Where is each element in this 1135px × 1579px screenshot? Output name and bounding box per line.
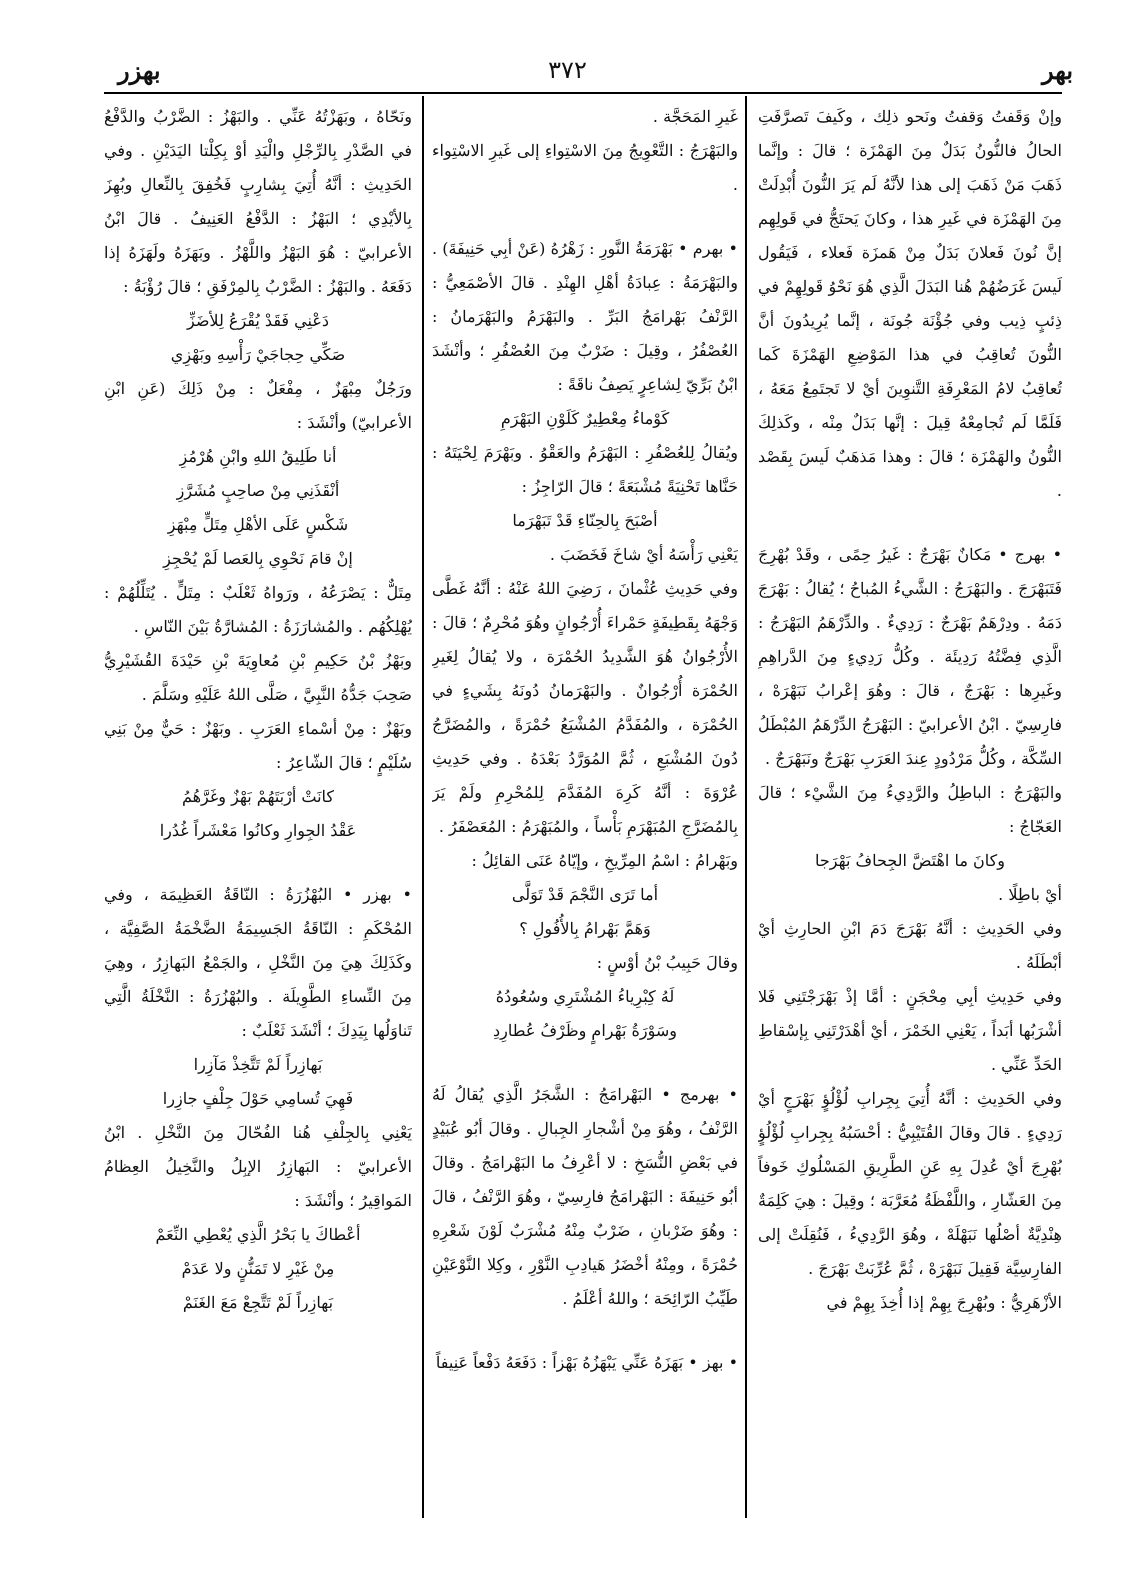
paragraph: وإنْ وَقَفتُ وَقفتُ ونَحو ذلِك ، وكَيفَ تَصرَّفَتِ الحالُ فالنُّونُ بَدَلٌ مِنَ الهَمْزَة ؛ قالَ : وإنَّما ذَهَبَ مَنْ ذَهَبَ إلى هذا لأنَّهُ لَم يَرَ النُّونَ أُبْدِلَتْ مِنَ الهَمْزَة في غَيرِ هذا ، وكانَ يَحتَجُّ في قَولِهِم إنَّ نُونَ فَعلانَ بَدَلٌ مِنْ هَمزَة فَعلاء ، فَيَقُول لَيسَ غَرَضُهُمْ هُنا البَدَلَ الَّذِي هُوَ نَحْوُ قَولِهِمْ في ذِئبٍ ذِيب وفي جُؤْنَة جُونَة ، إنَّما يُرِيدُونَ أنَّ النُّونَ تُعاقِبُ في هذا المَوْضِعِ الهَمْزَةَ كَما تُعاقِبُ لامُ المَعْرِفَةِ التَّنوِينَ أيْ لا تَجتَمِعُ مَعَهُ ، فَلَمَّا لَم تُجامِعْهُ قِيلَ : إنَّها بَدَلٌ مِنْه ، وكَذلِكَ النُّونُ والهَمْزَة ؛ قالَ : وهذا مَذهَبٌ لَيسَ بِقَصْد . [758,107,1062,500]
paragraph: وبَهْزُ بْنُ حَكِيمِ بْنِ مُعاوِيَةَ بْنِ حَيْدَةَ القُشَيْرِيُّ صَحِبَ جَدُّهُ النَّبِيَّ ، صَلَّى اللهُ عَلَيْهِ وسَلَّمَ . [104,651,412,704]
entry-bahz: • بهز • بَهَزَهُ عَنِّي يَبْهَزُهُ بَهْزاً : دَفَعَهُ دَفْعاً عَنِيفاً [435,1353,738,1372]
headword-right: بهر [1042,56,1073,85]
column-left [104,100,412,1515]
paragraph: مِتَلٌّ : يَصْرَعُهُ ، ورَواهُ ثَعْلَبٌ : مِتَلٍّ . يُتَلِّلُهُمْ : يُهْلِكُهُم . والمُشارَزَةُ : المُشارَّةُ بَيْنَ النّاسِ . [104,583,412,636]
entry-bahram: • بهرم • بَهْرَمَةُ النَّورِ : زَهْرُهُ (عَنْ أبِي حَنِيفَةَ) . والبَهْرَمَةُ : عِبادَةُ أهْلِ الهِنْدِ . قالَ الأصْمَعِيُّ : الرَّنْفُ بَهْرامَجُ البَرِّ . والبَهْرَمُ والبَهْرَمانُ : العُصْفُرُ ، وقِيلَ : ضَرْبٌ مِنَ العُصْفُرِ ؛ وأنْشَدَ ابْنُ بَرِّيّ لِشاعِرٍ يَصِفُ ناقَةً : [432,239,738,394]
verse-line: وَهَمَّ بَهْرامُ بِالأُفُولِ ؟ [519,919,651,938]
column-divider-left [422,96,424,1518]
page-number: ٣٧٢ [548,56,587,84]
page-header [0,56,1135,96]
verse-line: مِنْ غَيْرِ لا تَمَنُّنٍ ولا عَدَمْ [181,1259,335,1278]
verse-line: كَوْماءُ مِعْطِيرٌ كَلَوْنِ البَهْرَمِ [500,409,670,428]
paragraph: وبَهْرامُ : اسْمُ المِرِّيخِ ، وإيّاهُ عَنَى القائِلُ : [471,851,738,870]
paragraph: أيْ باطِلًا . [998,885,1062,904]
verse-line: شَكْسٍ عَلَى الأهْلِ مِتَلٍّ مِبْهَزِ [167,515,349,534]
entry-bahzar: • بهزر • البُهْزُرَةُ : النّاقَةُ العَظِيمَة ، وفي المُحْكَمِ : النّاقَةُ الجَسِيمَةُ الضَّخْمَةُ الصَّفِيَّة ، وكَذَلِكَ هِيَ مِنَ النَّخْلِ ، والجَمْعُ البَهازِرُ ، وهِيَ مِنَ النِّساءِ الطَّوِيلَة . والبُهْزُرَةُ : النَّخْلَةُ الَّتِي تَناوَلُها بِيَدِكَ ؛ أنْشَدَ ثَعْلَبٌ : [104,885,412,1040]
paragraph: وفي الحَدِيثِ : أنَّهُ أُتِيَ بِجِرابِ لُؤْلُؤٍ بَهْرَجٍ أيْ رَدِيءٍ . قالَ وقالَ القُتَيْبِيُّ : أحْسَبُهُ بِجِرابِ لُؤْلُؤٍ بُهْرِجَ أيْ عُدِلَ بِهِ عَنِ الطَّرِيقِ المَسْلُوكِ خَوفاً مِنَ العَشّارِ ، واللَّفْظَةُ مُعَرَّبَة ؛ وقِيلَ : هِيَ كَلِمَةٌ هِنْدِيَّةٌ أصْلُها نَبَهْلَهْ ، وهُوَ الرَّدِيءُ ، فَنُقِلَتْ إلى الفارِسِيَّة فَقِيلَ نَبَهْرَهْ ، ثُمَّ عُرِّبَتْ بَهْرَجَ . [758,1089,1062,1278]
paragraph: وقالَ حَبِيبُ بْنُ أوْسٍ : [596,953,738,972]
entry-bahramaj: • بهرمج • البَهْرامَجُ : الشَّجَرُ الَّذِي يُقالُ لَهُ الرَّنْفُ ، وهُوَ مِنْ أشْجارِ الجِبالِ . وقالَ أبُو عُبَيْدٍ في بَعْضِ النُّسَخِ : لا أعْرِفُ ما البَهْرامَجُ . وقالَ أبُو حَنِيفَةَ : البَهْرامَجُ فارِسِيّ ، وهُوَ الرَّنْفُ ، قالَ : وهُوَ ضَرْبانِ ، ضَرْبٌ مِنْهُ مُشْرَبٌ لَوْنَ شَعْرِهِ حُمْرَةً ، ومِنْهُ أخْضَرُ هَيادِبِ النَّوْرِ ، وكِلا النَّوْعَيْنِ طَيِّبُ الرّائِحَة ؛ واللهُ أعْلَمُ . [432,1085,738,1308]
verse-line: كانَتْ أرْبَتَهُمْ بَهْزٌ وغَرَّهُمُ [181,787,335,806]
column-divider-right [745,96,747,1518]
paragraph: الأزْهَرِيُّ : وبُهْرِجَ بِهِمْ إذا أُخِذَ بِهِمْ في [826,1293,1062,1312]
verse-line: فَهِيَ تُسامِي حَوْلَ جِلْفٍ جازِرا [162,1089,354,1108]
verse-line: صَكِّي حِجاجَيْ رَأْسِهِ وبَهْزِي [170,345,346,364]
verse-line: أنْقَذَنِي مِنْ صاحِبٍ مُشَرَّزِ [176,481,340,500]
verse-line: وسَوْرَةُ بَهْرامٍ وظَرْفُ عُطارِدِ [492,1021,678,1040]
paragraph: غَيرِ المَحَجَّة . [652,107,738,126]
verse-line: وكانَ ما اهْتَضَّ الجِحافُ بَهْرَجا [815,851,1005,870]
paragraph: يَعْنِي بِالجِلْفِ هُنا الفُحّالَ مِنَ النَّخْلِ . ابْنُ الأعرابيّ : البَهازِرُ الإبِلُ والنَّخِيلُ العِظامُ المَواقِيرُ ؛ وأنْشَدَ : [104,1123,412,1210]
verse-line: دَعْنِي فَقَدْ يُقْرَعُ لِلأضَزِّ [187,311,329,330]
verse-line: لَهُ كِبْرِياءُ المُشْتَرِي وسُعُودُهُ [495,987,675,1006]
column-right [758,100,1062,1515]
paragraph: وفي حَدِيثِ أبِي مِحْجَنٍ : أمَّا إذْ بَهْرَجْتَنِي فَلا أشْرَبُها أبَداً ، يَعْنِي الخَمْرَ ، أيْ أهْدَرْتَنِي بِإسْقاطِ الحَدِّ عَنِّي . [758,987,1062,1074]
paragraph: وفي حَدِيثِ عُثْمانَ ، رَضِيَ اللهُ عَنْهُ : أنَّهُ غَطَّى وَجْهَهُ بِقَطِيفَةٍ حَمْراءَ أُرْجُوانٍ وهُوَ مُحْرِمٌ ؛ قالَ : الأُرْجُوانُ هُوَ الشَّدِيدُ الحُمْرَة ، ولا يُقالُ لِغَيرِ الحُمْرَة أُرْجُوانٌ . والبَهْرَمانُ دُونَهُ بِشَيءٍ في الحُمْرَة ، والمُفَدَّمُ المُشْبَعُ حُمْرَةً ، والمُضَرَّجُ دُونَ المُشْبَعِ ، ثُمَّ المُوَرَّدُ بَعْدَهُ . وفي حَدِيثِ عُرْوَةَ : أنَّهُ كَرِهَ المُفَدَّمَ لِلمُحْرِمِ ولَمْ يَرَ بِالمُضَرَّجِ المُبَهْرَمِ بَأْساً ، والمُبَهْرَمُ : المُعَصْفَرُ . [432,579,738,836]
paragraph: ويُقالُ لِلعُصْفُرِ : البَهْرَمُ والعَقْوُ . وبَهْرَمَ لِحْيَتَهُ : حَنَّاها تَحْنِيَةً مُشْبَعَةً ؛ قالَ الرّاجِزُ : [432,443,738,496]
paragraph: ونَحّاهُ ، وبَهَزْتُهُ عَنِّي . والبَهْزُ : الضَّرْبُ والدَّفْعُ في الصَّدْرِ بِالرِّجْلِ والْيَدِ أوْ بِكِلْتا اليَدَيْنِ . وفي الحَدِيثِ : أنَّهُ أُتِيَ بِشارِبٍ فَخُفِقَ بِالنِّعالِ وبُهِزَ بِالأيْدِي ؛ البَهْزُ : الدَّفْعُ العَنِيفُ . قالَ ابْنُ الأعرابيّ : هُوَ البَهْزُ واللَّهْزُ . وبَهَزَهُ ولَهَزَهُ إذا دَفَعَهُ . والبَهْزُ : الضَّرْبُ بِالمِرْفَقِ ؛ قالَ رُؤْبَةُ : [104,107,412,296]
verse-line: أعْطاكَ يا بَحْرُ الَّذِي يُعْطِي النِّعَمْ [155,1225,361,1244]
paragraph: يَعْنِي رَأْسَهُ أيْ شاخَ فَخَضَبَ . [549,545,738,564]
verse-line: أصْبَحَ بِالحِنّاءِ قَدْ تَبَهْرَما [512,511,658,530]
verse-line: أما تَرَى النَّجْمَ قَدْ تَوَلَّى [511,885,659,904]
entry-bahraj: • بهرج • مَكانٌ بَهْرَجٌ : غَيرُ حِمًى ، وقَدْ بُهْرِجَ فَتَبَهْرَجَ . والبَهْرَجُ : الشَّيءُ المُباحُ ؛ يُقالُ : بَهْرَجَ دَمَهُ . ودِرْهَمٌ بَهْرَجٌ : رَدِيءٌ . والدِّرْهَمُ البَهْرَجُ : الَّذِي فِضَّتُهُ رَدِيئَة . وكُلُّ رَدِيءٍ مِنَ الدَّراهِمِ وغَيرِها : بَهْرَجٌ ، قالَ : وهُوَ إعْرابُ نَبَهْرَهْ ، فارِسِيّ . ابْنُ الأعرابيّ : البَهْرَجُ الدِّرْهَمُ المُبْطَلُ السِّكَّة ، وكُلُّ مَرْدُودٍ عِندَ العَرَبِ بَهْرَجٌ ونَبَهْرَجٌ . [758,545,1062,768]
verse-line: إنْ قامَ نَحْوِي بِالعَصا لَمْ يُحْجِزِ [163,549,353,568]
verse-line: أنا طَلِيقُ اللهِ وابْنِ هُرْمُزِ [179,447,337,466]
paragraph: وبَهْزٌ : مِنْ أسْماءِ العَرَبِ . وبَهْزٌ : حَيٌّ مِنْ بَنِي سُلَيْمٍ ؛ قالَ الشّاعِرُ : [104,719,412,772]
verse-line: بَهازِراً لَمْ تَتَّخِذْ مَآزِرا [193,1055,323,1074]
paragraph: وفي الحَدِيثِ : أنَّهُ بَهْرَجَ دَمَ ابْنِ الحارِثِ أيْ أبْطَلَهُ . [758,919,1062,972]
paragraph: والبَهْرَجُ : الباطِلُ والرَّدِيءُ مِنَ الشَّيْء ؛ قالَ العَجّاجُ : [758,783,1062,836]
column-middle [432,100,738,1515]
paragraph: ورَجُلٌ مِبْهَزٌ ، مِفْعَلٌ : مِنْ ذَلِكَ (عَنِ ابْنِ الأعرابيّ) وأنْشَدَ : [104,379,412,432]
verse-line: بَهازِراً لَمْ تَتَّجِعْ مَعَ الغَنَمْ [182,1293,334,1312]
headword-left: بهزر [118,56,161,85]
header-rule [104,92,1062,94]
paragraph: والبَهْرَجُ : التَّعْوِيجُ مِنَ الاسْتِواءِ إلى غَيرِ الاسْتِواء . [432,141,738,194]
verse-line: عَقْدُ الجِوارِ وكانُوا مَعْشَراً غُدُرا [159,821,357,840]
